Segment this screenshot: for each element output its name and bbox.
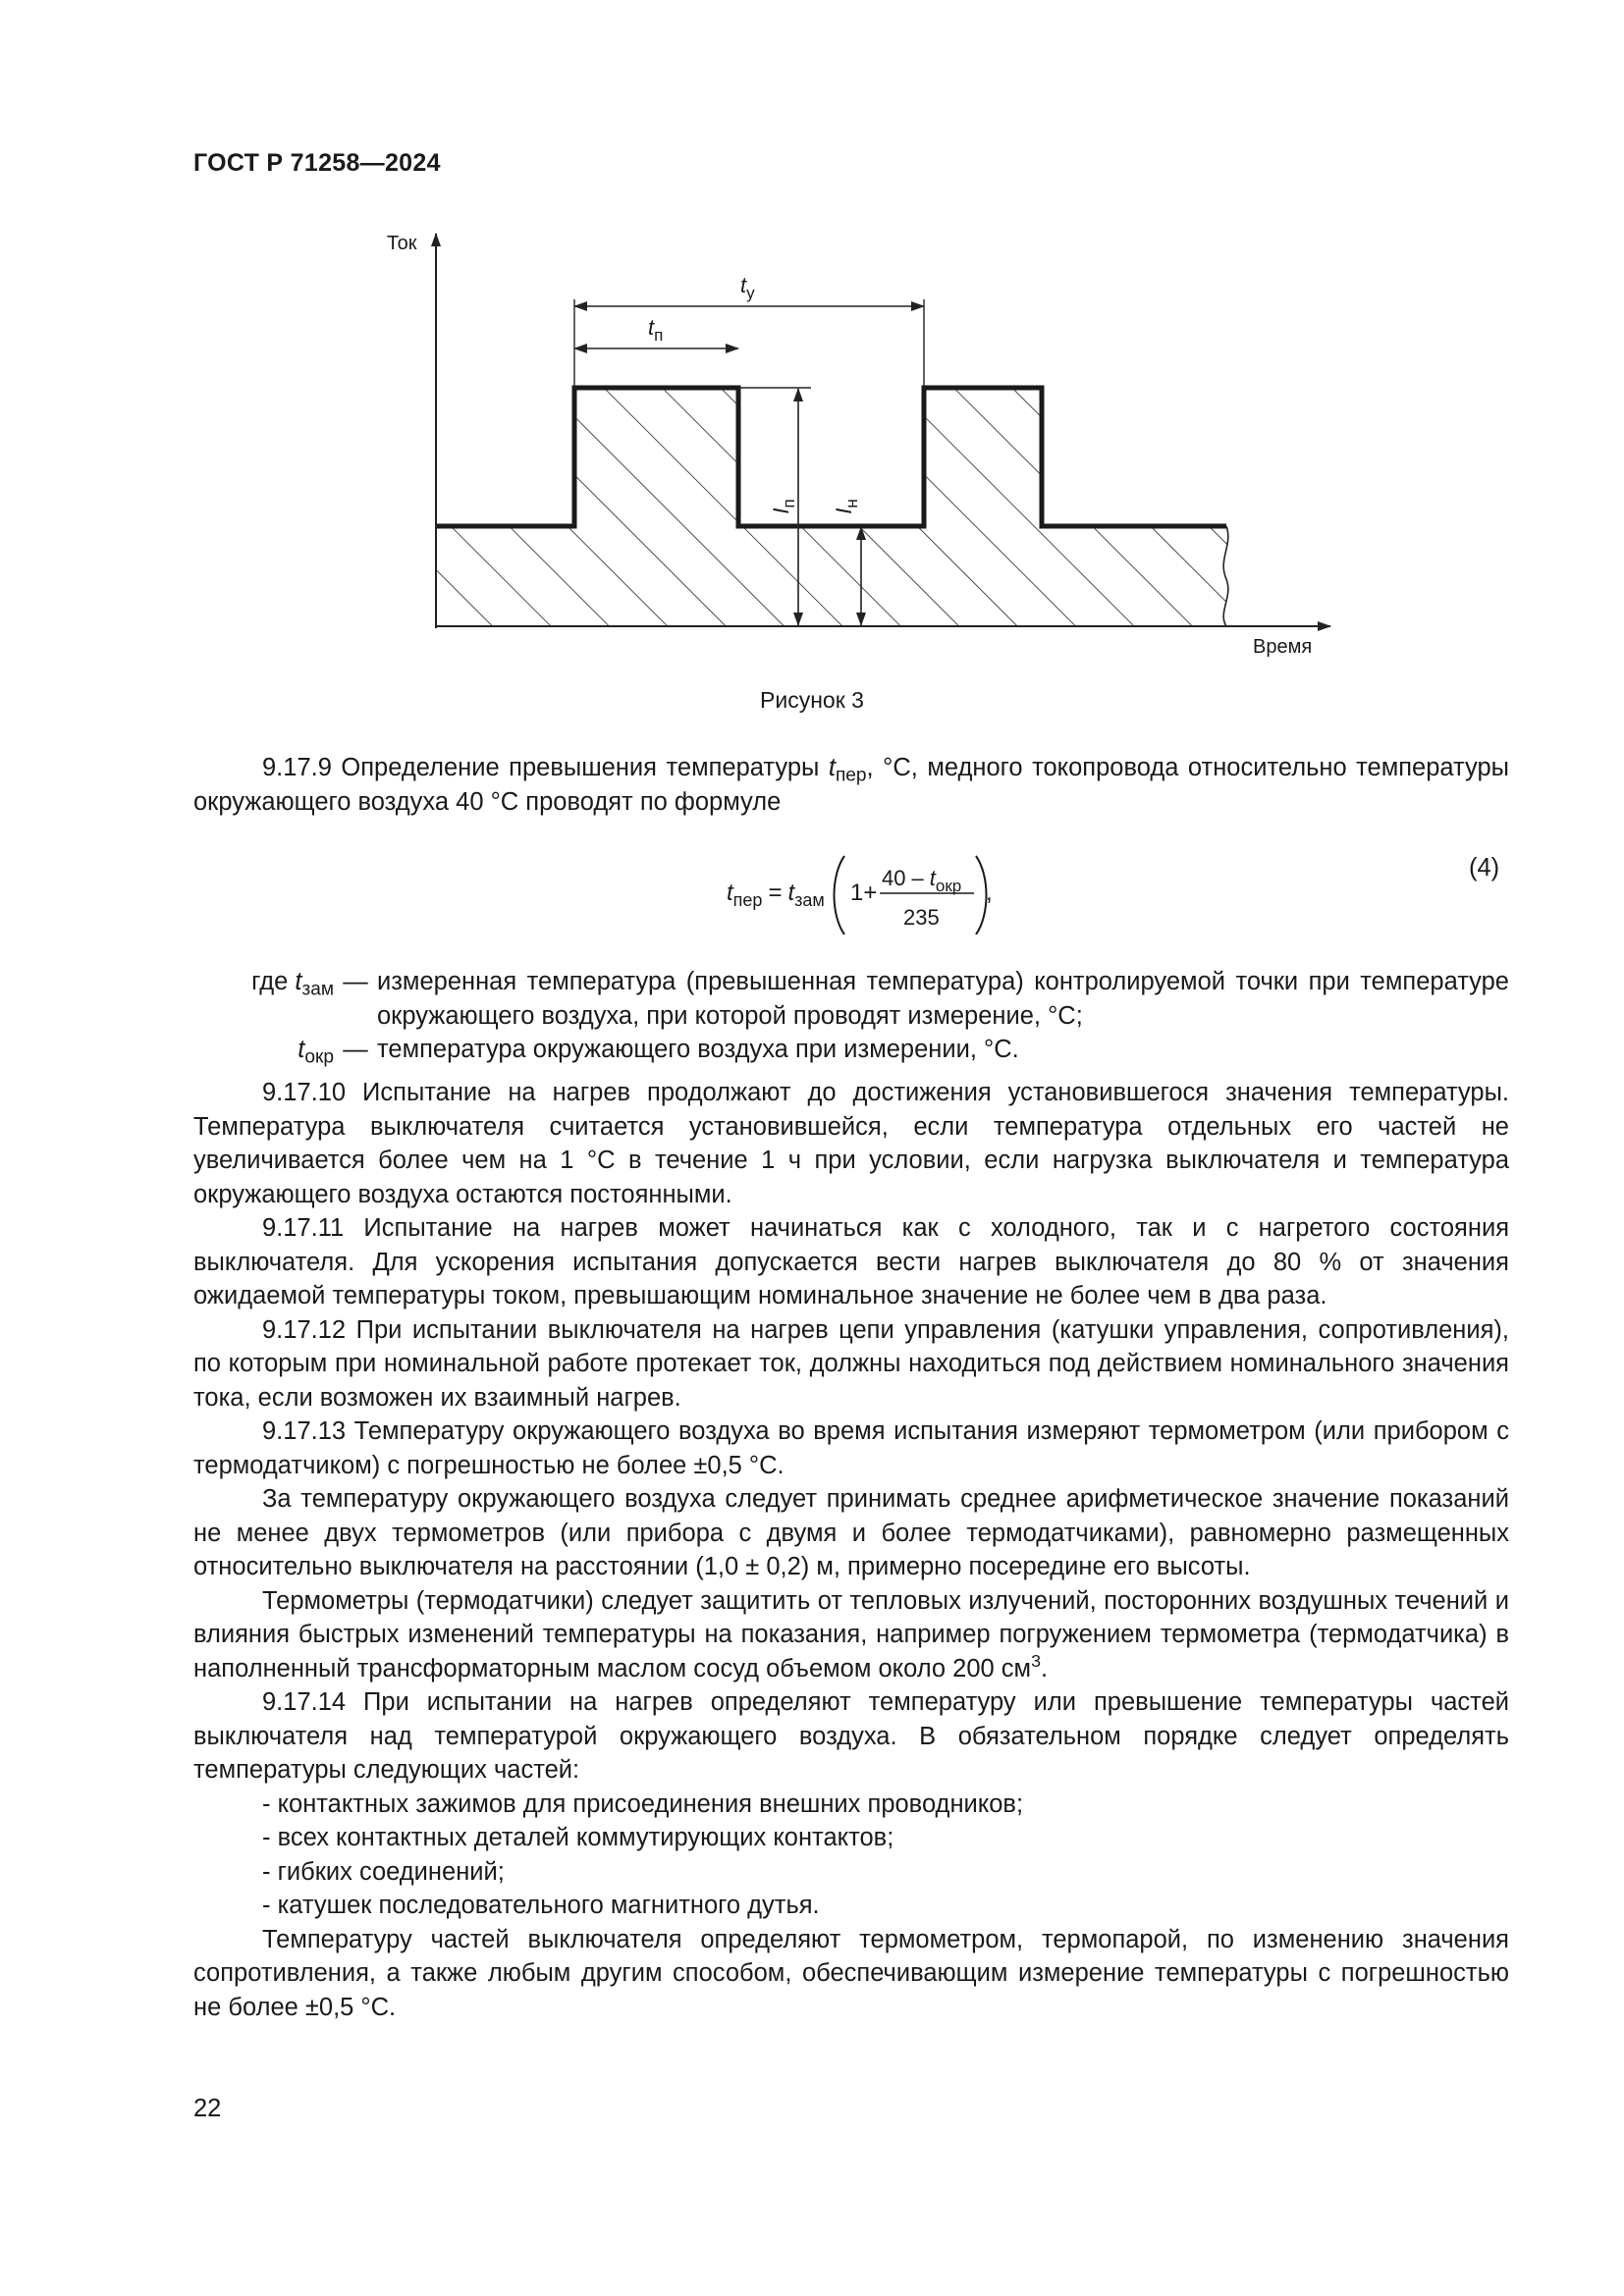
i-p-label: $I_п$ <box>769 499 798 514</box>
list-item: - катушек последовательного магнитного дутья. <box>262 1892 820 1919</box>
paragraph-9-17-12: 9.17.12 При испытании выключателя на нагрев цепи управления (катушки управления, сопротивления), по которым при номинальной работе протекает ток, должны находиться под действием номинального значения тока, если возможен их взаимный нагрев. <box>193 1315 1509 1412</box>
hatched-current-area <box>436 388 1228 626</box>
svg-text:,: , <box>986 880 993 906</box>
paragraph-ambient-temperature: За температуру окружающего воздуха следует принимать среднее арифметическое значение показаний не менее двух термометров (или прибора с двумя и более термодатчиками), равномерно размещенных относительно выключателя на расстоянии (1,0 ± 0,2) м, примерно посередине его высоты. <box>193 1485 1509 1580</box>
current-profile-line <box>436 388 1226 526</box>
formula-definitions <box>193 965 1509 1067</box>
i-n-label: $I_н$ <box>832 499 861 514</box>
body-text <box>193 1076 1509 2024</box>
definition-t-zam: где $t_{зам}$ — измеренная температура (превышенная температура) контролируемой точки при температуре окружающего воздуха, при которой проводят измерение, °С; <box>251 968 1509 1030</box>
formula-4 <box>0 846 1624 934</box>
figure-caption: Рисунок 3 <box>760 687 864 713</box>
x-axis-label: Время <box>1253 636 1313 658</box>
list-item: - гибких соединений; <box>262 1857 505 1886</box>
svg-text:1+: 1+ <box>850 880 878 906</box>
svg-text:40–tокр: $40 - t_{окр}$ <box>882 866 962 895</box>
list-item: - контактных зажимов для присоединения внешних проводников; <box>262 1789 1024 1818</box>
formula-number: (4) <box>1469 854 1500 881</box>
section-9-17-9 <box>193 751 1509 819</box>
paragraph-measurement-methods: Температуру частей выключателя определяют термометром, термопарой, по изменению значения сопротивления, а также любым другим способом, обеспечивающим измерение температуры с погрешностью не более ±0,5 °С. <box>193 1925 1509 2021</box>
list-item: - всех контактных деталей коммутирующих контактов; <box>262 1824 894 1851</box>
t-y-label: $t_у$ <box>740 273 755 302</box>
svg-text:tпер=tзам: $t_{пер} = t_{зам}$ <box>727 880 825 910</box>
paragraph-9-17-10: 9.17.10 Испытание на нагрев продолжают до достижения установившегося значения температуры. Температура выключателя считается установившейся, если температура отдельных его частей не увеличивается более чем на 1 °С в течение 1 ч при условии, если нагрузка выключателя и температура окружающего воздуха остаются постоянными. <box>193 1079 1509 1208</box>
t-p-label: $t_п$ <box>648 315 664 345</box>
paragraph-9-17-14: 9.17.14 При испытании на нагрев определяют температуру или превышение температуры частей выключателя над температурой окружающего воздуха. В обязательном порядке следует определять температуры следующих частей: <box>193 1688 1509 1784</box>
page-number: 22 <box>193 2095 222 2122</box>
figure-3-diagram <box>373 216 1355 667</box>
paragraph-9-17-11: 9.17.11 Испытание на нагрев может начинаться как с холодного, так и с нагретого состояния выключателя. Для ускорения испытания допускается вести нагрев выключателя до 80 % от значения ожидаемой температуры током, превышающим номинальное значение не более чем в два раза. <box>193 1214 1509 1309</box>
definition-t-okr: $t_{окр}$ — температура окружающего воздуха при измерении, °С. <box>298 1036 1019 1068</box>
left-paren <box>835 856 845 934</box>
paragraph-thermometers: Термометры (термодатчики) следует защитить от тепловых излучений, посторонних воздушных течений и влияния быстрых изменений температуры на показания, например погружением термометра (термодатчика) в наполненный трансформаторным маслом сосуд объемом около 200 $см^3$. <box>193 1586 1509 1682</box>
paragraph-9-17-9: 9.17.9 Определение превышения температуры $t_{пер}$, °С, медного токопровода относительно температуры окружающего воздуха 40 °С проводят по формуле <box>193 754 1509 816</box>
svg-text:235: 235 <box>903 905 940 930</box>
document-header: ГОСТ Р 71258—2024 <box>193 149 441 177</box>
right-paren <box>976 856 987 934</box>
y-axis-label: Ток <box>387 233 417 254</box>
paragraph-9-17-13: 9.17.13 Температуру окружающего воздуха во время испытания измеряют термометром (или прибором с термодатчиком) с погрешностью не более ±0,5 °С. <box>193 1417 1509 1479</box>
parts-list <box>193 1788 1509 1923</box>
